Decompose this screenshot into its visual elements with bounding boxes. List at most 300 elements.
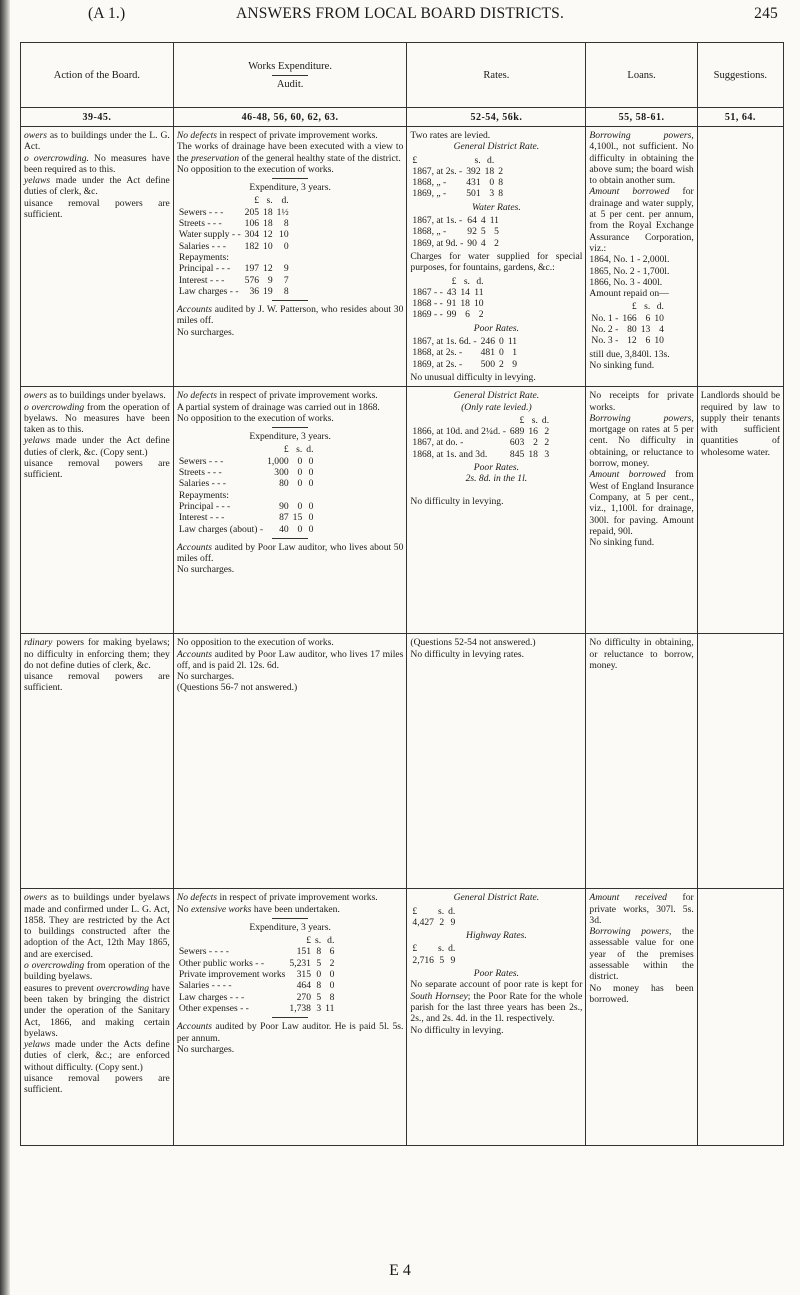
italic-term: Borrowing powers,	[589, 412, 694, 424]
works-cell	[173, 127, 407, 387]
body-text: Landlords should be required by law to supply their tenants with sufficient quantities of wholesome water.	[700, 390, 780, 458]
money-value: 4	[480, 237, 486, 249]
money-value: 205	[244, 206, 260, 218]
audit-text	[177, 542, 404, 576]
money-value: 8	[316, 946, 322, 958]
district-row	[21, 127, 784, 387]
paragraph-lead: owers	[24, 390, 47, 402]
row-label: No. 3 -	[591, 335, 619, 347]
table-row	[177, 286, 291, 297]
money-value: s.	[644, 301, 651, 313]
money-value: 18	[263, 218, 273, 230]
table-row	[410, 437, 551, 448]
figures-table	[410, 276, 485, 321]
expenditure-table	[177, 195, 404, 297]
row-label: Law charges - - -	[178, 991, 245, 1003]
money-value: 3	[316, 1002, 322, 1014]
money-value: 4	[480, 215, 486, 227]
body-text: still due, 3,840l. 13s.	[589, 348, 670, 360]
action-cell	[21, 634, 174, 889]
row-label: 1868, at 2s. -	[412, 347, 463, 359]
table-row	[177, 207, 291, 218]
money-value: 0	[489, 177, 495, 189]
italic-term: preservation	[190, 152, 240, 164]
table-row	[410, 347, 519, 358]
money-value: 270	[296, 991, 311, 1003]
suggestions-cell	[697, 127, 783, 387]
expenditure-title: Expenditure, 3 years.	[249, 182, 331, 194]
row-label: Salaries - - -	[178, 478, 226, 490]
column-headers	[21, 43, 784, 108]
row-label: Salaries - - - -	[178, 980, 232, 992]
body-text: uisance removal powers are sufficient.	[24, 671, 170, 694]
money-value: 1	[512, 347, 518, 359]
table-row	[177, 229, 291, 240]
audit-text	[177, 1021, 404, 1055]
row-label: Private improvement works	[178, 969, 286, 981]
body-text: as to buildings under byelaws.	[46, 390, 166, 402]
row-label: Other expenses - -	[178, 1002, 249, 1014]
money-value: 246	[480, 336, 496, 348]
rates-cell	[407, 889, 586, 1146]
money-value: 500	[480, 358, 496, 370]
italic-term: Accounts	[176, 541, 212, 553]
table-row	[177, 467, 316, 478]
loans-cell	[586, 889, 697, 1146]
row-label: 1866, at 10d. and 2¼d. -	[412, 426, 506, 438]
figures-table	[410, 906, 457, 929]
paragraph-lead: yelaws	[24, 435, 51, 447]
money-value: 845	[509, 448, 525, 460]
money-value	[265, 490, 291, 501]
row-label: £	[412, 905, 418, 917]
qnum-rates: 52-54, 56k.	[407, 108, 586, 127]
money-value: 300	[274, 467, 289, 479]
table-row	[410, 415, 551, 426]
row-label: Water supply - -	[178, 229, 241, 241]
money-value	[304, 490, 315, 501]
money-value: 92	[467, 226, 477, 238]
paragraph-lead: o overcrowding	[24, 960, 85, 972]
figures-table	[410, 943, 457, 966]
loans-cell	[586, 387, 697, 634]
money-value: 5	[480, 226, 486, 238]
money-value: 8	[283, 218, 289, 230]
money-value: 10	[473, 298, 484, 310]
body-text: The works of drainage have been executed with a view to the	[176, 141, 404, 164]
table-row	[177, 958, 337, 969]
money-value: 0	[297, 455, 303, 467]
money-value: 8	[283, 285, 289, 297]
money-value: 10	[263, 240, 273, 252]
works-intro	[177, 637, 404, 693]
paragraph-lead: rdinary	[24, 637, 53, 649]
table-row	[177, 501, 316, 512]
works-intro	[177, 892, 404, 915]
money-value: 80	[627, 324, 637, 336]
table-row	[177, 218, 291, 229]
money-value: 464	[296, 980, 311, 992]
money-value: 12	[263, 263, 273, 275]
money-value: 11	[507, 336, 518, 348]
table-row	[177, 444, 316, 455]
money-value: 87	[279, 512, 289, 524]
row-label: 1869 - -	[412, 309, 443, 321]
district-row	[21, 634, 784, 889]
expenditure-table	[177, 444, 404, 534]
body-text: No opposition to the execution of works.	[176, 163, 334, 175]
money-value: s.	[474, 154, 481, 166]
table-row	[410, 309, 485, 320]
money-value	[291, 490, 305, 501]
paragraph-lead: yelaws	[24, 175, 51, 187]
works-cell	[173, 889, 407, 1146]
body-text: audited by Poor Law auditor, who lives about 50 miles off.	[176, 541, 404, 565]
col-loans-header: Loans.	[586, 43, 697, 108]
money-value	[243, 252, 261, 263]
italic-term: overcrowding	[96, 982, 150, 994]
row-label: 1868, „ -	[412, 226, 447, 238]
body-text: easures to prevent	[24, 982, 97, 994]
money-value: 3	[544, 448, 550, 460]
italic-term: Accounts	[176, 648, 212, 660]
row-label: 1867 - -	[412, 286, 443, 298]
row-label: 4,427	[412, 916, 434, 928]
page-number: 245	[754, 5, 778, 22]
subheading: Water Rates.	[472, 201, 521, 213]
loans-cell	[586, 127, 697, 387]
italic-term: No defects	[176, 390, 218, 402]
col-works-header	[173, 43, 407, 108]
money-value: d.	[448, 905, 456, 917]
row-label	[177, 195, 243, 206]
table-row	[410, 917, 457, 928]
table-row	[410, 238, 501, 249]
table-row	[410, 226, 501, 237]
money-value: s.	[463, 275, 470, 287]
signature-mark: E 4	[389, 1262, 411, 1279]
table-row	[410, 215, 501, 226]
money-value: 6	[329, 946, 335, 958]
body-text: No surcharges.	[176, 564, 235, 576]
paragraph-lead: owers	[24, 130, 47, 141]
body-text: Amount repaid on—	[589, 288, 669, 300]
row-label	[177, 935, 288, 946]
running-head	[0, 5, 800, 37]
rates-cell	[407, 634, 586, 889]
row-label: £	[412, 154, 418, 166]
subheading: Poor Rates.	[473, 462, 520, 474]
paragraph-lead: o overcrowding	[24, 401, 85, 413]
subheading: General District Rate.	[453, 390, 540, 402]
body-text: No money has been borrowed.	[589, 982, 694, 1005]
body-text: audited by Poor Law auditor, who lives 17 miles off, and is paid 2l. 12s. 6d.	[176, 648, 404, 671]
subheading: Poor Rates.	[473, 322, 520, 334]
body-text: No sinking fund.	[589, 359, 655, 371]
row-label: 1868 - -	[412, 298, 443, 310]
money-value: 40	[279, 523, 289, 535]
body-text: as to buildings under byelaws made and confirmed under L. G. Act, 1858. They are restricted by the Act to buildings constructed after the adoption of the Act, 12th May 1865, and are exercised.	[24, 892, 170, 960]
body-text: mortgage on rates at 5 per cent. No difficulty in obtaining, or reluctance to borrow, money.	[589, 424, 694, 470]
row-label: Interest - - -	[178, 512, 225, 524]
section-rule	[272, 427, 308, 428]
body-text: (Questions 56-7 not answered.)	[176, 682, 298, 694]
money-value: d.	[476, 275, 484, 287]
table-row	[177, 241, 291, 252]
row-label: Sewers - - - -	[178, 946, 229, 958]
money-value: 11	[489, 215, 499, 227]
works-intro	[177, 130, 404, 175]
money-value: 43	[446, 286, 457, 298]
body-text: uisance removal powers are sufficient.	[24, 458, 170, 481]
table-row	[177, 969, 337, 980]
body-text: No separate account of poor rate is kept for	[410, 979, 583, 991]
italic-term: No defects	[176, 892, 218, 904]
table-row	[410, 166, 505, 177]
money-value: £	[451, 275, 457, 287]
section-rule	[272, 918, 308, 919]
italic-term: extensive works	[190, 903, 252, 915]
money-value: 2	[499, 358, 504, 370]
body-text: No	[176, 903, 191, 915]
body-text: Charges for water supplied for special purposes, for fountains, gardens, &c.:	[410, 250, 583, 274]
money-value: 0	[297, 500, 303, 512]
italic-term: Borrowing powers,	[589, 926, 672, 938]
money-value: 8	[329, 991, 335, 1003]
money-value: 10	[654, 312, 664, 324]
money-value: 9	[267, 274, 273, 286]
suggestions-cell	[697, 387, 783, 634]
row-label: 1869, at 9d. -	[412, 237, 464, 249]
money-value: 90	[279, 500, 289, 512]
money-value: 501	[466, 188, 481, 200]
table-row	[410, 336, 519, 347]
figures-table	[410, 415, 551, 460]
paragraph-lead: yelaws	[24, 1039, 51, 1051]
figures-table	[410, 155, 505, 200]
row-label: £	[412, 943, 418, 955]
row-label: Streets - - -	[178, 218, 222, 230]
body-text: Two rates are levied.	[410, 130, 491, 141]
row-label: Sewers - - -	[178, 455, 224, 467]
body-text: from operation of the building byelaws.	[24, 960, 170, 983]
table-row	[410, 287, 485, 298]
money-value: 0	[316, 969, 322, 981]
audit-text	[177, 304, 404, 338]
money-value: 6	[645, 312, 651, 324]
money-value: 431	[466, 177, 481, 189]
row-label: No. 1 -	[591, 312, 619, 324]
money-value: 0	[308, 512, 314, 524]
qnum-works: 46-48, 56, 60, 62, 63.	[173, 108, 407, 127]
money-value: 18	[460, 298, 470, 310]
body-text: No receipts for private works.	[589, 390, 694, 413]
paragraph-lead: o overcrowding.	[24, 152, 89, 164]
table-row	[410, 155, 505, 166]
body-text: in respect of private improvement works.	[217, 892, 378, 904]
body-text: powers for making byelaws; no difficulty in enforcing them; they do not define duties of clerk, &c.	[24, 637, 170, 671]
works-label: Works Expenditure.	[248, 60, 332, 72]
body-text: No measures have been required as to this.	[24, 152, 170, 175]
row-label: Interest - - -	[178, 274, 225, 286]
section-rule	[272, 1017, 308, 1018]
body-text: made under the Acts define duties of clerk, &c.; are enforced without difficulty. (Copy sent.)	[24, 1039, 170, 1073]
action-cell	[21, 889, 174, 1146]
body-text: No difficulty in obtaining, or reluctance to borrow, money.	[589, 637, 694, 671]
row-label: 1867, at 1s. 6d. -	[412, 336, 477, 348]
money-value: s.	[437, 943, 445, 955]
table-row	[410, 943, 457, 954]
subheading: Highway Rates.	[466, 930, 527, 942]
table-row	[589, 301, 666, 312]
money-value: s.	[314, 935, 322, 947]
subheading: (Only rate levied.)	[461, 401, 532, 413]
money-value: 11	[325, 1002, 335, 1014]
money-value: d.	[487, 154, 495, 166]
money-value: 2	[439, 916, 445, 928]
money-value: 603	[509, 437, 525, 449]
table-row	[177, 252, 291, 263]
row-label: Streets - - -	[178, 467, 222, 479]
money-value: 5,231	[289, 957, 311, 969]
table-row	[177, 992, 337, 1003]
italic-term: Amount borrowed	[589, 186, 670, 198]
money-value: 166	[622, 312, 637, 324]
row-label	[177, 444, 265, 455]
col-rates-header: Rates.	[407, 43, 586, 108]
money-value	[261, 252, 275, 263]
money-value: d.	[448, 943, 456, 955]
loans-cell	[586, 634, 697, 889]
money-value: 0	[297, 478, 303, 490]
money-value: 18	[263, 206, 273, 218]
table-row	[410, 426, 551, 437]
money-value: 0	[499, 336, 504, 348]
body-text: uisance removal powers are sufficient.	[24, 197, 170, 221]
money-value: 0	[297, 467, 303, 479]
money-value: 9	[450, 916, 456, 928]
table-row	[177, 263, 291, 274]
expenditure-title: Expenditure, 3 years.	[249, 921, 331, 933]
money-value: 2	[544, 426, 550, 438]
row-label: Salaries - - -	[178, 240, 226, 252]
money-value: d.	[541, 414, 550, 426]
body-text: in respect of private improvement works.	[217, 130, 378, 141]
money-value: 0	[499, 347, 504, 359]
paragraph-lead: owers	[24, 892, 47, 904]
works-intro	[177, 390, 404, 424]
row-label: 1869, „ -	[412, 188, 447, 200]
money-value: 481	[480, 347, 496, 359]
body-text: the assessable value for one year of the premises assessable within the district.	[589, 926, 694, 983]
money-value: 64	[467, 215, 477, 227]
row-label: 1868, „ -	[412, 177, 447, 189]
money-value: d.	[306, 444, 314, 456]
body-text: as to buildings under the L. G. Act.	[24, 130, 170, 153]
money-value: 18	[484, 165, 495, 177]
money-value	[275, 252, 291, 263]
body-text: in respect of private improvement works.	[217, 390, 378, 402]
body-text: No difficulty in levying rates.	[410, 648, 524, 660]
subheading: General District Rate.	[453, 892, 540, 904]
expenditure-rows	[177, 195, 291, 297]
subheading: General District Rate.	[453, 141, 540, 153]
money-value: 2	[494, 237, 499, 249]
table-row	[410, 449, 551, 460]
figures-table	[589, 301, 666, 346]
money-value: 6	[465, 309, 470, 321]
italic-term: Accounts	[176, 304, 212, 316]
running-head-title: ANSWERS FROM LOCAL BOARD DISTRICTS.	[235, 5, 565, 22]
suggestions-cell	[697, 889, 783, 1146]
money-value: 7	[283, 274, 289, 286]
audit-label: Audit.	[276, 78, 304, 90]
subheading: Poor Rates.	[473, 968, 520, 980]
money-value: 19	[263, 285, 273, 297]
qnum-loans: 55, 58-61.	[586, 108, 697, 127]
money-value: 2	[498, 165, 504, 177]
row-label: Repayments:	[178, 251, 229, 263]
money-value: 197	[244, 263, 260, 275]
table-row	[177, 456, 316, 467]
body-text: for drainage and water supply, at 5 per cent. per annum, from the Royal Exchange Assurance Corporation, viz.:	[589, 186, 694, 254]
row-label	[589, 301, 620, 312]
money-value: 182	[244, 240, 260, 252]
money-value: 11	[474, 286, 484, 298]
table-row	[589, 335, 666, 346]
row-label: Principal - - -	[178, 500, 231, 512]
row-label: Other public works - -	[178, 957, 265, 969]
money-value: 80	[279, 478, 289, 490]
table-row	[589, 324, 666, 335]
rates-cell	[407, 387, 586, 634]
body-text: A partial system of drainage was carried out in 1868.	[176, 401, 380, 413]
action-cell	[21, 127, 174, 387]
body-text: have been undertaken.	[251, 903, 340, 915]
money-value: 0	[308, 523, 314, 535]
money-value: 151	[296, 946, 311, 958]
money-value: 18	[528, 448, 538, 460]
money-value: 0	[308, 500, 314, 512]
money-value: 5	[494, 226, 499, 238]
body-text: 1865, No. 2 - 1,700l.	[589, 265, 670, 277]
money-value: 5	[316, 991, 322, 1003]
body-text: audited by J. W. Patterson, who resides about 30 miles off.	[176, 304, 404, 327]
body-text: from West of England Insurance Company, at 5 per cent., viz., 1,100l. for drainage, 300l. for paving. Amount repaid, 90l.	[589, 469, 694, 537]
money-value: 6	[645, 335, 651, 347]
money-value: 689	[509, 426, 525, 438]
money-value: 1,738	[289, 1002, 311, 1014]
table-row	[177, 275, 291, 286]
body-text: ; the Poor Rate for the whole parish for the last three years has been 2s., 2s., and 2s. 4d. in the 1l. respectively.	[410, 990, 583, 1025]
section-rule	[272, 538, 308, 539]
answers-table	[20, 42, 784, 1146]
table-row	[177, 524, 316, 535]
table-row	[589, 313, 666, 324]
money-value: £	[631, 301, 637, 313]
table-row	[410, 177, 505, 188]
money-value: d.	[656, 301, 664, 313]
body-text: (Questions 52-54 not answered.)	[410, 637, 536, 649]
row-label: Repayments:	[178, 489, 229, 501]
money-value: 0	[283, 240, 289, 252]
money-value: 90	[467, 237, 477, 249]
money-value: 9	[450, 954, 456, 966]
table-row	[410, 276, 485, 287]
money-value: d.	[327, 935, 335, 947]
money-value: 0	[308, 467, 314, 479]
money-value: 8	[498, 188, 504, 200]
